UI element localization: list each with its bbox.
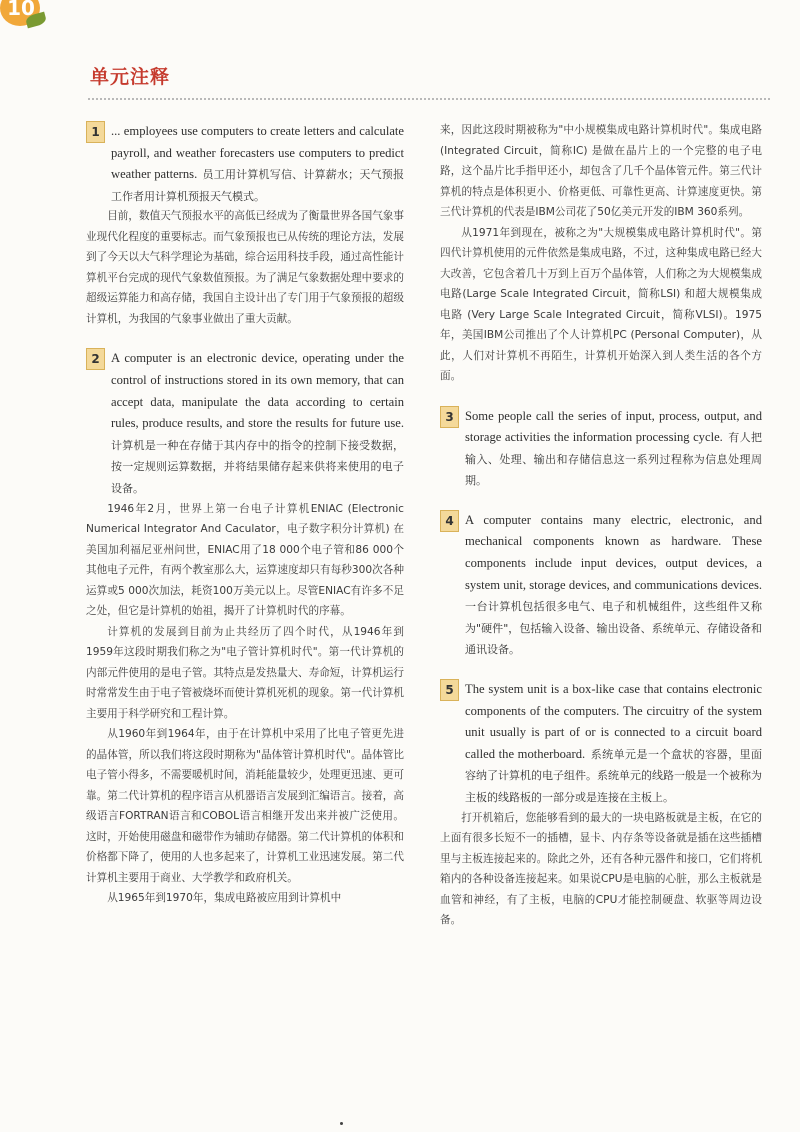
note-english: The system unit is a box-like case that contains electronic components of the computers. The circuitry of the system unit usually is part of or is connected to a circuit board called the motherboard. [465,682,762,761]
note-paragraph: 来，因此这段时期被称为"中小规模集成电路计算机时代"。集成电路 (Integrated Circuit，简称IC) 是做在晶片上的一个完整的电子电路，这个晶片比手指甲还小，却包含了几千个晶体管元件。第三代计算机的特点是体积更小、价格更低、可靠性更高、计算速度更快。第三代计算机的代表是IBM公司花了50亿美元开发的IBM 360系列。 [440,124,762,218]
note-5 [440,678,762,931]
note-english: ... employees use computers to create letters and calculate payroll, and weather forecasters use computers to predict weather patterns. [111,124,404,182]
note-english: Some people call the series of input, process, output, and storage activities the information processing cycle. [465,408,762,445]
note-2-continued [440,120,762,387]
note-chinese: 一台计算机包括很多电气、电子和机械组件，这些组件又称为"硬件"，包括输入设备、输出设备、系统单元、存储设备和通讯设备。 [465,600,762,657]
section-title: 单元注释 [90,66,171,88]
note-english: A computer is an electronic device, operating under the control of instructions stored in its own memory, that can accept data, manipulate the data according to certain rules, produce results, and store the results for future use. [111,351,404,431]
left-column [86,120,404,927]
note-paragraph: 从1965年到1970年，集成电路被应用到计算机中 [107,892,342,905]
note-2 [86,347,404,908]
note-3 [440,405,762,491]
note-number: 2 [86,348,105,370]
right-column [440,120,762,949]
note-paragraph: 1946年2月，世界上第一台电子计算机ENIAC (Electronic Numerical Integrator And Caculator，电子数字积分计算机) 在美国加利福尼亚州问世，ENIAC用了18 000个电子管和86 000个其他电子元件，有两个教室那么大，运算速度却只有每秒300次各种运算或5 000次加法，耗资100万美元以上。尽管ENIAC有许多不足之处，但它是计算机的始祖，揭开了计算机时代的序幕。 [86,502,404,618]
note-english: A computer contains many electric, electronic, and mechanical components known as hardware. These components include input devices, output devices, a system unit, storage devices, and communications devices. [465,512,762,592]
note-number: 1 [86,121,105,143]
page-number-badge [0,0,50,30]
note-4 [440,509,762,660]
page-number: 10 [7,0,35,20]
note-number: 3 [440,406,459,428]
note-chinese: 系统单元是一个盒状的容器，里面容纳了计算机的电子组件。系统单元的线路一般是一个被称为主板的线路板的一部分或是连接在主板上。 [465,747,763,804]
note-paragraph: 计算机的发展到目前为止共经历了四个时代，从1946年到1959年这段时期我们称之为"电子管计算机时代"。第一代计算机的内部元件使用的是电子管。其特点是发热量大、寿命短，计算机运行时常常发生由于电子管被烧坏而使计算机死机的现象。第一代计算机主要用于科学研究和工程计算。 [86,625,404,720]
note-number: 4 [440,510,459,532]
note-chinese: 有人把输入、处理、输出和存储信息这一系列过程称为信息处理周期。 [465,431,762,488]
note-chinese: 计算机是一种在存储于其内存中的指令的控制下接受数据，按一定规则运算数据，并将结果储存起来供将来使用的电子设备。 [111,438,404,495]
note-chinese: 员工用计算机写信、计算薪水；天气预报工作者用计算机预报天气模式。 [111,168,404,203]
title-divider [88,98,770,100]
note-paragraph: 从1960年到1964年，由于在计算机中采用了比电子管更先进的晶体管，所以我们将这段时期称为"晶体管计算机时代"。晶体管比电子管小得多，不需要暖机时间，消耗能量较少，处理更迅速、更可靠。第二代计算机的程序语言从机器语言发展到汇编语言。接着，高级语言FORTRAN语言和COBOL语言相继开发出来并被广泛使用。这时，开始使用磁盘和磁带作为辅助存储器。第二代计算机的体积和价格都下降了，使用的人也多起来了，计算机工业迅速发展。第二代计算机主要用于商业、大学教学和政府机关。 [86,728,404,884]
page-dot [340,1122,343,1125]
note-paragraph: 从1971年到现在，被称之为"大规模集成电路计算机时代"。第四代计算机使用的元件依然是集成电路，不过，这种集成电路已经大大改善，它包含着几十万到上百万个晶体管，人们称之为大规模集成电路(Large Scale Integrated Circuit，简称LSI) 和超大规模集成电路 (Very Large Scale Integrated Circuit，简称VLSI)。1975年，美国IBM公司推出了个人计算机PC (Personal Computer)，从此，人们对计算机不再陌生，计算机开始深入到人类生活的各个方面。 [440,226,762,382]
note-number: 5 [440,679,459,701]
note-1 [86,120,404,329]
note-paragraph: 打开机箱后，您能够看到的最大的一块电路板就是主板，在它的上面有很多长短不一的插槽，显卡、内存条等设备就是插在这些插槽里与主板连接起来的。除此之外，还有各种元器件和接口，它们将机箱内的各种设备连接起来。如果说CPU是电脑的心脏，那么主板就是血管和神经，有了主板，电脑的CPU才能控制硬盘、软驱等周边设备。 [440,811,762,927]
note-paragraph: 目前，数值天气预报水平的高低已经成为了衡量世界各国气象事业现代化程度的重要标志。而气象预报也已从传统的理论方法，发展到了今天以大气科学理论为基础，综合运用科技手段，通过高性能计算机平台完成的现代气象数值预报。为了满足气象数据处理中要求的超级运算能力和高存储，我国自主设计出了专门用于气象预报的超级计算机，为我国的气象事业做出了重大贡献。 [86,210,404,325]
